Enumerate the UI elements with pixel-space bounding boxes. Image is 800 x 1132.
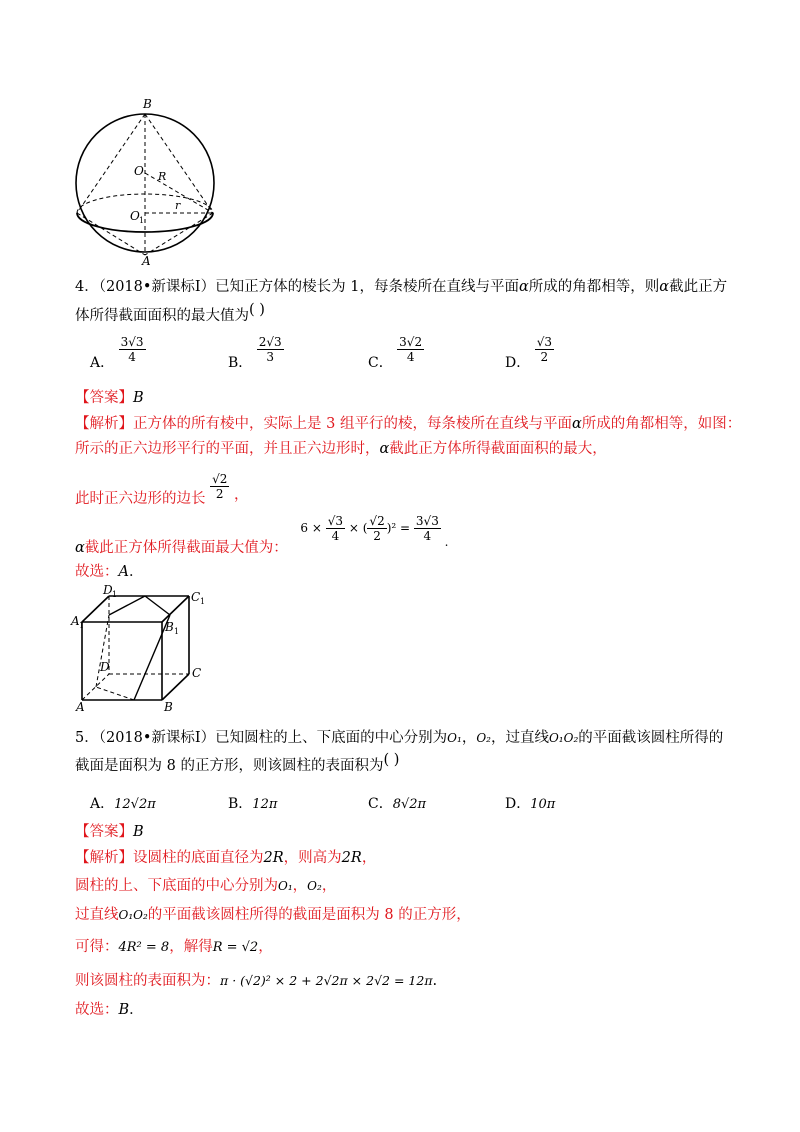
label-A1-sub: 1 (79, 621, 85, 630)
label-O1: O (130, 209, 140, 223)
label-O1-sub: 1 (139, 216, 145, 225)
label-B: B (164, 700, 173, 714)
q4-analysis-1: 【解析】正方体的所有棱中，实际上是 3 组平行的棱，每条棱所在直线与平面α所成的角都相等，如图： (75, 416, 742, 432)
q5-analysis-1: 【解析】设圆柱的底面直径为2R，则高为2R， (75, 850, 377, 866)
q4-choice: 故选：A． (75, 564, 144, 580)
q5-analysis-5: 则该圆柱的表面积为：π · (√2)² × 2 + 2√2π × 2√2 = 12π. (75, 973, 438, 989)
q5-line1: 5．（2018•新课标Ⅰ）已知圆柱的上、下底面的中心分别为O₁，O₂，过直线O₁O₂的平面截该圆柱所得的 (75, 730, 724, 746)
label-C: C (192, 666, 202, 680)
label-B: B (143, 97, 152, 111)
label-R: R (158, 170, 167, 183)
label-D1: D (103, 585, 113, 597)
q5-option-a[interactable]: A．12√2π (90, 796, 156, 812)
label-C1-sub: 1 (200, 597, 206, 606)
cube-figure (70, 585, 220, 715)
q5-option-d[interactable]: D．10π (505, 796, 556, 812)
q5-option-b[interactable]: B．12π (228, 796, 278, 812)
answer-blank: ( ) (249, 302, 265, 318)
label-D: D (100, 660, 110, 674)
q4-analysis-3: 此时正六边形的边长 $\frac{√2}{2}$ ， (75, 472, 249, 507)
label-B1: B (165, 620, 174, 634)
sphere-cone-figure (70, 95, 220, 265)
q4-option-a[interactable]: A． $\frac{3√3}{4}$ (90, 335, 144, 371)
q5-line2: 截面是面积为 8 的正方形，则该圆柱的表面积为( ) (75, 752, 400, 774)
q5-answer: 【答案】B (75, 824, 144, 840)
label-r: r (175, 199, 181, 212)
q5-choice: 故选：B． (75, 1002, 144, 1018)
q5-analysis-2: 圆柱的上、下底面的中心分别为O₁，O₂， (75, 878, 337, 894)
q4-option-c[interactable]: C． $\frac{3√2}{4}$ (368, 335, 423, 371)
area-expression: 6 × $\frac{√3}{4}$ × ( $\frac{√2}{2}$ )² = $\frac{3√3}{4}$ . (300, 514, 449, 549)
label-B1-sub: 1 (174, 627, 180, 636)
q4-option-b[interactable]: B． $\frac{2√3}{3}$ (228, 335, 282, 371)
q4-analysis-4: α截此正方体所得截面最大值为： 6 × $\frac{√3}{4}$ × ( $\frac{√2}{2}$ )² = $\frac{3√3}{4}$ . (75, 514, 449, 556)
q5-analysis-3: 过直线O₁O₂的平面截该圆柱所得的截面是面积为 8 的正方形， (75, 907, 471, 923)
label-D1-sub: 1 (112, 590, 118, 599)
label-A: A (142, 254, 151, 265)
label-O: O (134, 164, 144, 178)
answer-blank: ( ) (383, 752, 400, 768)
q4-option-d[interactable]: D． $\frac{√3}{2}$ (505, 335, 552, 371)
label-A: A (76, 700, 85, 714)
label-A1: A (71, 614, 80, 628)
label-C1: C (191, 590, 201, 604)
q4-answer: 【答案】B (75, 390, 144, 406)
q4-line1: 4．（2018•新课标Ⅰ）已知正方体的棱长为 1，每条棱所在直线与平面α所成的角都相等，则α截此正方 (75, 279, 728, 295)
q5-analysis-4: 可得：4R² = 8，解得R = √2， (75, 939, 273, 955)
q5-option-c[interactable]: C．8√2π (368, 796, 427, 812)
q4-analysis-2: 所示的正六边形平行的平面，并且正六边形时，α截此正方体所得截面面积的最大， (75, 441, 607, 457)
q4-line2: 体所得截面面积的最大值为( ) (75, 302, 265, 324)
